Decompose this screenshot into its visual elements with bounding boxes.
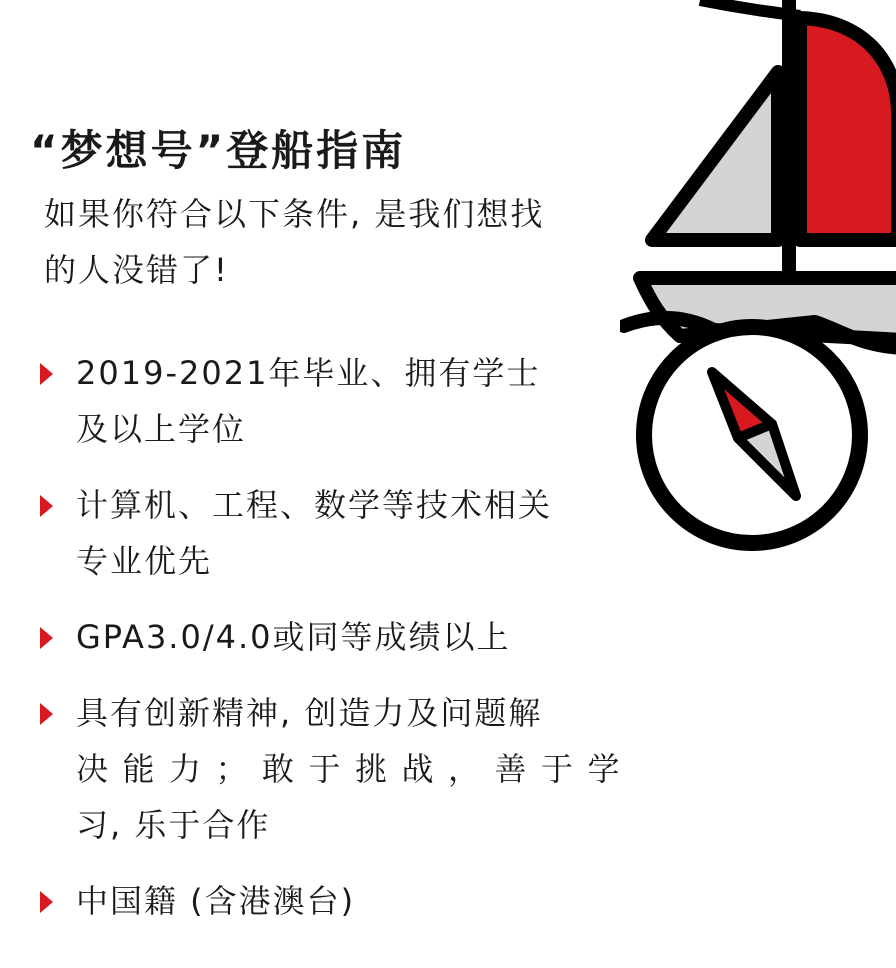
requirement-line: 中国籍 (含港澳台) — [76, 882, 356, 920]
requirement-line: 及以上学位 — [76, 410, 247, 448]
requirements-list — [0, 345, 640, 949]
bullet-triangle-icon — [40, 703, 53, 725]
requirement-line: 专业优先 — [76, 542, 213, 580]
sailboat-icon — [624, 0, 896, 348]
sailboat-compass-illustration — [620, 0, 896, 560]
requirement-item-abilities — [0, 685, 640, 853]
compass-icon — [644, 327, 860, 543]
requirement-line: 决能力；敢于挑战，善于学 — [76, 750, 635, 788]
bullet-triangle-icon — [40, 627, 53, 649]
bullet-triangle-icon — [40, 891, 53, 913]
requirement-item-major — [0, 477, 640, 589]
bullet-triangle-icon — [40, 495, 53, 517]
intro-line: 如果你符合以下条件, 是我们想找 — [44, 195, 545, 233]
requirement-line: 2019-2021年毕业、拥有学士 — [76, 354, 541, 392]
requirement-item-gpa — [0, 609, 640, 665]
gray-sail — [652, 72, 778, 240]
requirement-line: 具有创新精神, 创造力及问题解 — [76, 694, 543, 732]
red-sail — [800, 18, 896, 240]
bullet-triangle-icon — [40, 363, 53, 385]
requirement-line: 计算机、工程、数学等技术相关 — [76, 486, 553, 524]
requirement-line: GPA3.0/4.0或同等成绩以上 — [76, 618, 511, 656]
intro-line: 的人没错了! — [44, 251, 229, 289]
page-title: “梦想号”登船指南 — [30, 126, 407, 176]
requirement-item-graduation — [0, 345, 640, 457]
requirement-line: 习, 乐于合作 — [76, 806, 271, 844]
intro-text — [44, 186, 624, 298]
requirement-item-nationality — [0, 873, 640, 929]
